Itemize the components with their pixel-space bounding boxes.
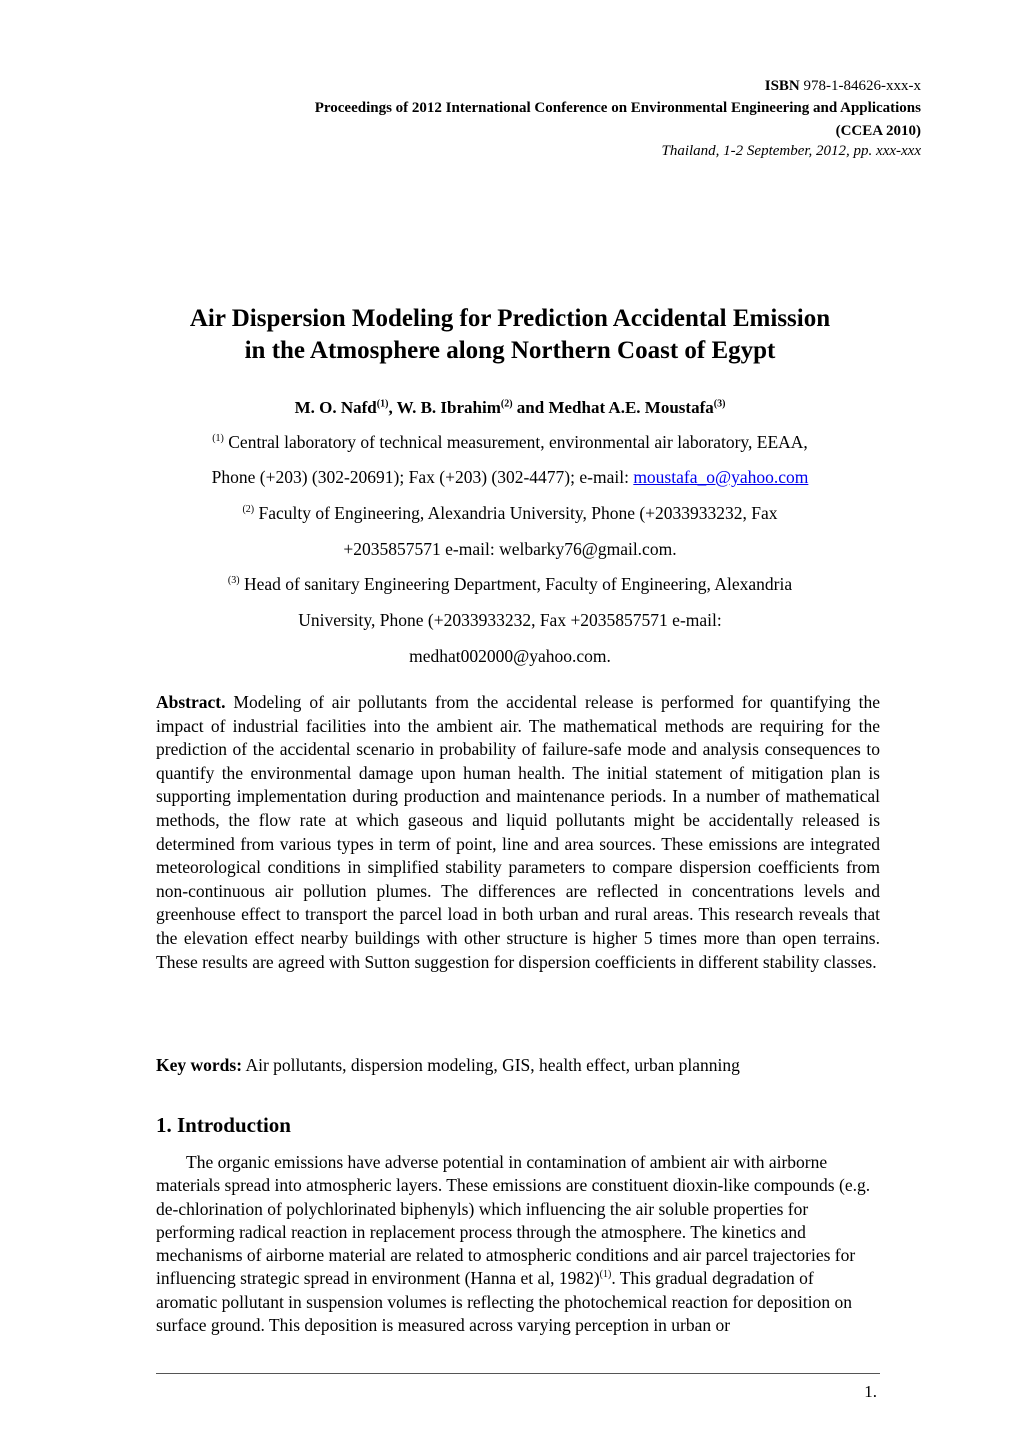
- email-link[interactable]: moustafa_o@yahoo.com: [633, 467, 809, 487]
- intro-text-1: The organic emissions have adverse potential in contamination of ambient air with airborne materials spread into atmospheric layers. These emissions are constituent dioxin-like compounds (e.g. de-chlorination of polychlorinated biphenyls) which influencing the air soluble properties for performing radical reaction in replacement process through the atmosphere. The kinetics and mechanisms of airborne material are related to atmospheric conditions and air parcel trajectories for influencing strategic spread in environment (Hanna et al, 1982): [156, 1152, 871, 1289]
- affiliation-3-line-2: University, Phone (+2033933232, Fax +2035857571 e-mail:: [298, 610, 722, 630]
- author-1-ref: (1): [376, 398, 389, 410]
- author-1: M. O. Nafd: [294, 398, 377, 417]
- affiliation-1-text: Central laboratory of technical measurement, environmental air laboratory, EEAA,: [223, 432, 808, 452]
- section-heading-introduction: 1. Introduction: [156, 1113, 291, 1137]
- affiliation-3-line-3: medhat002000@yahoo.com.: [409, 646, 611, 666]
- affiliation-1-line-1: [100, 432, 920, 453]
- isbn-label: ISBN: [764, 78, 800, 94]
- footer-divider: [156, 1373, 880, 1374]
- affiliation-1-ref: (1): [212, 433, 224, 445]
- author-2: , W. B. Ibrahim: [388, 398, 501, 417]
- title-line-2: in the Atmosphere along Northern Coast of Egypt: [244, 337, 776, 364]
- affiliation-2-text: Faculty of Engineering, Alexandria University, Phone (+2033933232, Fax: [254, 503, 778, 523]
- intro-text-2: . This gradual degradation of aromatic pollutant in suspension volumes is reflecting the photochemical reaction for deposition on surface ground. This deposition is measured across varying perception in urban or: [156, 1268, 852, 1336]
- affiliation-1-contact: Phone (+203) (302-20691); Fax (+203) (302-4477); e-mail:: [211, 467, 634, 487]
- affiliation-2-ref: (2): [242, 504, 255, 516]
- page-number: 1.: [864, 1382, 877, 1401]
- author-3-ref: (3): [713, 398, 726, 410]
- keywords-label: Key words:: [156, 1055, 243, 1075]
- affiliation-3-text: Head of sanitary Engineering Department, Faculty of Engineering, Alexandria: [239, 574, 793, 594]
- author-3: and Medhat A.E. Moustafa: [512, 398, 714, 417]
- isbn-value: 978-1-84626-xxx-x: [799, 78, 921, 94]
- keywords: [156, 1055, 880, 1076]
- conference-code: (CCEA 2010): [835, 123, 921, 139]
- affiliation-2-line-2: +2035857571 e-mail: welbarky76@gmail.com.: [343, 539, 677, 559]
- introduction-paragraph: [156, 1151, 876, 1337]
- affiliation-3-line-1: [100, 574, 920, 595]
- affiliation-1-line-2: [100, 467, 920, 488]
- proceedings-title: Proceedings of 2012 International Conference on Environmental Engineering and Applications: [314, 100, 921, 116]
- intro-citation: (1): [599, 1269, 612, 1281]
- title-line-1: Air Dispersion Modeling for Prediction Accidental Emission: [189, 305, 831, 332]
- paper-title: [100, 303, 920, 367]
- conference-location-date: Thailand, 1-2 September, 2012, pp. xxx-xxx: [661, 143, 921, 159]
- abstract-label: Abstract.: [156, 692, 226, 712]
- affiliation-3-ref: (3): [227, 575, 240, 587]
- affiliation-2-line-1: [100, 503, 920, 524]
- author-2-ref: (2): [500, 398, 513, 410]
- abstract-text: Modeling of air pollutants from the accidental release is performed for quantifying the impact of industrial facilities into the ambient air. The mathematical methods are requiring for the prediction of the accidental scenario in probability of failure-safe mode and analysis consequences to quantify the environmental damage upon human health. The initial statement of mitigation plan is supporting implementation during production and maintenance periods. In a number of mathematical methods, the flow rate at which gaseous and liquid pollutants might be accidentally released is determined from various types in term of point, line and area sources. These emissions are integrated meteorological conditions in simplified stability parameters to compare dispersion coefficients from non-continuous air pollution plumes. The differences are reflected in concentrations levels and greenhouse effect to transport the parcel load in both urban and rural areas. This research reveals that the elevation effect nearby buildings with other structure is higher 5 times more than open terrains. These results are agreed with Sutton suggestion for dispersion coefficients in different stability classes.: [156, 692, 880, 972]
- abstract: [156, 691, 880, 974]
- keywords-text: Air pollutants, dispersion modeling, GIS, health effect, urban planning: [242, 1055, 740, 1075]
- isbn-line: [765, 78, 921, 95]
- author-list: [100, 398, 920, 418]
